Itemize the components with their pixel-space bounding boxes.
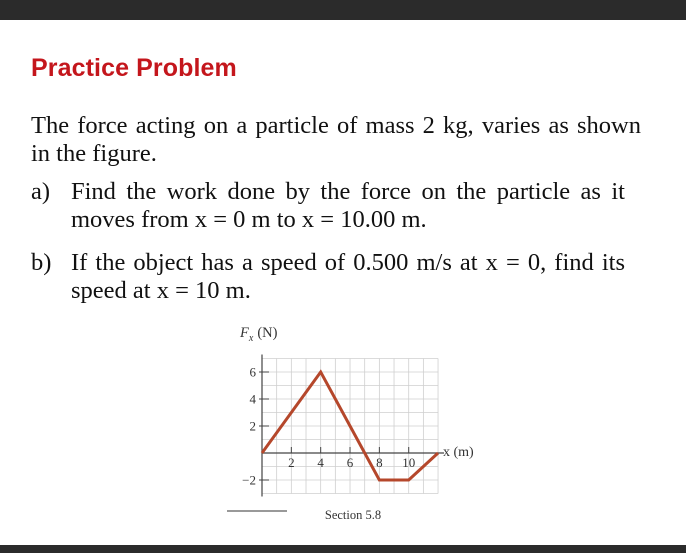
x-tick-label: 8 xyxy=(376,455,383,470)
x-axis-label: x (m) xyxy=(443,445,474,460)
graph-axes xyxy=(262,355,444,497)
x-tick-label: 10 xyxy=(402,455,416,470)
copyright-mark xyxy=(227,510,287,512)
graph-grid xyxy=(262,359,438,494)
y-axis-subscript: x xyxy=(248,333,254,344)
y-tick-label: 4 xyxy=(249,391,256,407)
graph-ticks xyxy=(242,365,415,488)
y-axis-symbol: F xyxy=(240,325,249,341)
graph-line xyxy=(262,372,438,480)
figure-caption: Section 5.8 xyxy=(324,508,382,522)
question-a-marker: a) xyxy=(31,178,51,205)
y-axis-unit: (N) xyxy=(257,325,278,341)
y-axis-label xyxy=(239,325,278,344)
y-tick-label: 6 xyxy=(249,364,256,380)
question-a-text: Find the work done by the force on the particle as it moves from x = 0 m to x = 10.00 m. xyxy=(71,178,625,233)
force-line-series xyxy=(262,372,438,480)
question-b-marker: b) xyxy=(31,249,52,276)
bottom-bar xyxy=(0,545,686,553)
question-b-text: If the object has a speed of 0.500 m/s at x = 0, find its speed at x = 10 m. xyxy=(71,249,625,304)
x-tick-label: 4 xyxy=(317,455,324,470)
y-tick-label: 2 xyxy=(249,418,256,434)
problem-statement: The force acting on a particle of mass 2 kg, varies as shown in the figure. xyxy=(31,112,641,167)
y-tick-label: −2 xyxy=(242,472,256,488)
top-bar xyxy=(0,0,686,20)
x-tick-label: 2 xyxy=(288,455,295,470)
x-tick-label: 6 xyxy=(346,455,354,470)
slide-title: Practice Problem xyxy=(31,54,237,82)
